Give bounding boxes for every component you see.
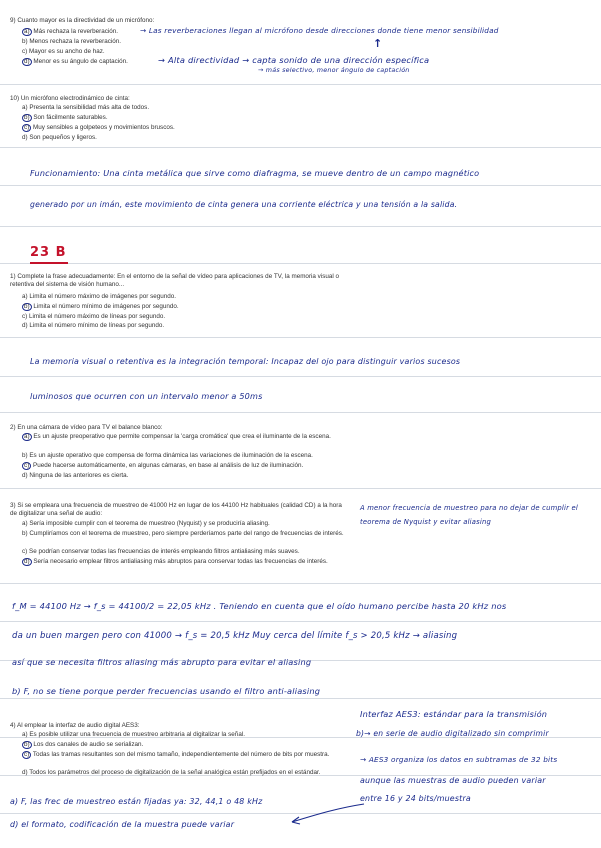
ruled-line <box>0 147 601 148</box>
ruled-line <box>0 226 601 227</box>
q4-side-c2: aunque las muestras de audio pueden variar <box>360 776 546 785</box>
q10-handwritten-note-1: Funcionamiento: Una cinta metálica que sirve como diafragma, se mueve dentro de un campo magnético <box>30 168 480 178</box>
q9-option-a: a) Más rechaza la reverberación. <box>24 28 119 35</box>
ruled-line <box>0 583 601 584</box>
circled-letter: c) <box>24 462 30 469</box>
q4-side-c: → AES3 organiza los datos en subtramas de 32 bits <box>360 755 558 764</box>
q9-option-c: c) Mayor es su ancho de haz. <box>22 48 105 55</box>
circled-letter: b) <box>24 303 30 310</box>
q1-option-b: b) Limita el número mínimo de imágenes por segundo. <box>24 303 179 310</box>
q4-option-c: c) Todas las tramas resultantes son del mismo tamaño, independientemente del número de bits por muestra. <box>24 751 330 758</box>
ruled-line <box>0 621 601 622</box>
q9-question: 9) Cuanto mayor es la directividad de un micrófono: <box>10 17 155 24</box>
q2-option-b: b) Es un ajuste operativo que compensa de forma dinámica las variaciones de iluminación de la escena. <box>22 452 313 459</box>
q4-side-title: Interfaz AES3: estándar para la transmisión <box>360 709 548 719</box>
q4-option-b: b) Los dos canales de audio se serializan. <box>24 741 144 748</box>
q3-work-line-3: así que se necesita filtros aliasing más abrupto para evitar el aliasing <box>12 657 312 667</box>
q10-option-d: d) Son pequeños y ligeros. <box>22 134 97 141</box>
ruled-line <box>0 84 601 85</box>
q4-side-b: b)→ en serie de audio digitalizado sin comprimir <box>356 729 549 738</box>
q10-option-c: c) Muy sensibles a golpeteos y movimientos bruscos. <box>24 124 175 131</box>
q9-handwritten-note-a: → Las reverberaciones llegan al micrófono desde direcciones donde tiene menor sensibilidad <box>140 26 499 35</box>
q1-option-a: a) Limita el número máximo de imágenes por segundo. <box>22 293 177 300</box>
q10-option-a: a) Presenta la sensibilidad más alta de todos. <box>22 104 150 111</box>
q2-option-a: a) Es un ajuste preoperativo que permite compensar la 'carga cromática' que crea el iluminante de la escena. <box>24 433 331 440</box>
q3-option-b: b) Cumpliríamos con el teorema de muestreo, pero siempre perderíamos parte del rango de frecuencias de interés. <box>22 530 344 537</box>
q3-option-d: d) Sería necesario emplear filtros antialiasing más abruptos para conservar todas las frecuencias de interés. <box>24 558 328 565</box>
heading-underline <box>30 262 68 264</box>
q1-handwritten-note-2: luminosos que ocurren con un intervalo menor a 50ms <box>30 391 263 401</box>
q9-option-d: d) Menor es su ángulo de captación. <box>24 58 128 65</box>
q3-option-c: c) Se podrían conservar todas las frecuencias de interés empleando filtros antialiasing más suaves. <box>22 548 300 555</box>
ruled-line <box>0 263 601 264</box>
q3-side-note: A menor frecuencia de muestreo para no dejar de cumplir el teorema de Nyquist y evitar aliasing <box>360 504 578 526</box>
q9-handwritten-note-d2: → más selectivo, menor ángulo de captación <box>258 66 410 74</box>
q1-option-d: d) Limita el número mínimo de líneas por segundo. <box>22 322 165 329</box>
q3-question: 3) Si se empleara una frecuencia de muestreo de 41000 Hz en lugar de los 44100 Hz habituales (calidad CD) a la hora de digitalizar una señal de audio: <box>10 502 342 517</box>
q4-side-c3: entre 16 y 24 bits/muestra <box>360 794 471 803</box>
connector-arrow-icon <box>288 800 368 830</box>
q3-work-line-2: da un buen margen pero con 41000 → f_s = 20,5 kHz Muy cerca del límite f_s > 20,5 kHz → aliasing <box>12 631 458 641</box>
q4-handwritten-note-a: a) F, las frec de muestreo están fijadas ya: 32, 44,1 o 48 kHz <box>10 797 263 806</box>
circled-letter: d) <box>24 58 30 65</box>
circled-letter: c) <box>24 124 30 131</box>
q9-handwritten-note-d: → Alta directividad → capta sonido de una dirección específica <box>158 55 430 65</box>
q1-option-c: c) Limita el número máximo de líneas por segundo. <box>22 313 166 320</box>
ruled-line <box>0 376 601 377</box>
ruled-line <box>0 698 601 699</box>
circled-letter: a) <box>24 433 30 440</box>
ruled-line <box>0 412 601 413</box>
ruled-line <box>0 488 601 489</box>
q4-question: 4) Al emplear la interfaz de audio digital AES3: <box>10 722 140 729</box>
q3-option-a: a) Sería imposible cumplir con el teorema de muestreo (Nyquist) y se produciría aliasing. <box>22 520 270 527</box>
circled-letter: b) <box>24 114 30 121</box>
q10-handwritten-note-2: generado por un imán, este movimiento de cinta genera una corriente eléctrica y una tensión a la salida. <box>30 200 458 209</box>
q2-question: 2) En una cámara de vídeo para TV el balance blanco: <box>10 424 163 431</box>
circled-letter: a) <box>24 28 30 35</box>
q4-handwritten-note-d: d) el formato, codificación de la muestra puede variar <box>10 820 235 829</box>
q1-handwritten-note-1: La memoria visual o retentiva es la integración temporal: Incapaz del ojo para distinguir varios sucesos <box>30 357 461 366</box>
circled-letter: c) <box>24 751 30 758</box>
q4-option-a: a) Es posible utilizar una frecuencia de muestreo arbitraria al digitalizar la señal. <box>22 731 245 738</box>
section-heading: 23 B <box>30 245 67 260</box>
q3-work-line-4: b) F, no se tiene porque perder frecuencias usando el filtro anti-aliasing <box>12 686 321 696</box>
q1-question: 1) Complete la frase adecuadamente: En el entorno de la señal de vídeo para aplicaciones de TV, la memoria visual o retentiva del sistema de visión humano... <box>10 273 340 288</box>
arrow-up-icon: ↑ <box>373 37 383 50</box>
circled-letter: d) <box>24 558 30 565</box>
ruled-line <box>0 337 601 338</box>
q4-option-d: d) Todos los parámetros del proceso de digitalización de la señal analógica están prefijados en el estándar. <box>22 769 321 776</box>
ruled-line <box>0 185 601 186</box>
q3-work-line-1: f_M = 44100 Hz → f_s = 44100/2 = 22,05 kHz . Teniendo en cuenta que el oído humano percibe hasta 20 kHz nos <box>12 601 507 611</box>
circled-letter: b) <box>24 741 30 748</box>
q2-option-d: d) Ninguna de las anteriores es cierta. <box>22 472 129 479</box>
q9-option-b: b) Menos rechaza la reverberación. <box>22 38 122 45</box>
q2-option-c: c) Puede hacerse automáticamente, en algunas cámaras, en base al análisis de luz de iluminación. <box>24 462 304 469</box>
q10-question: 10) Un micrófono electrodinámico de cinta: <box>10 95 130 102</box>
q10-option-b: b) Son fácilmente saturables. <box>24 114 108 121</box>
